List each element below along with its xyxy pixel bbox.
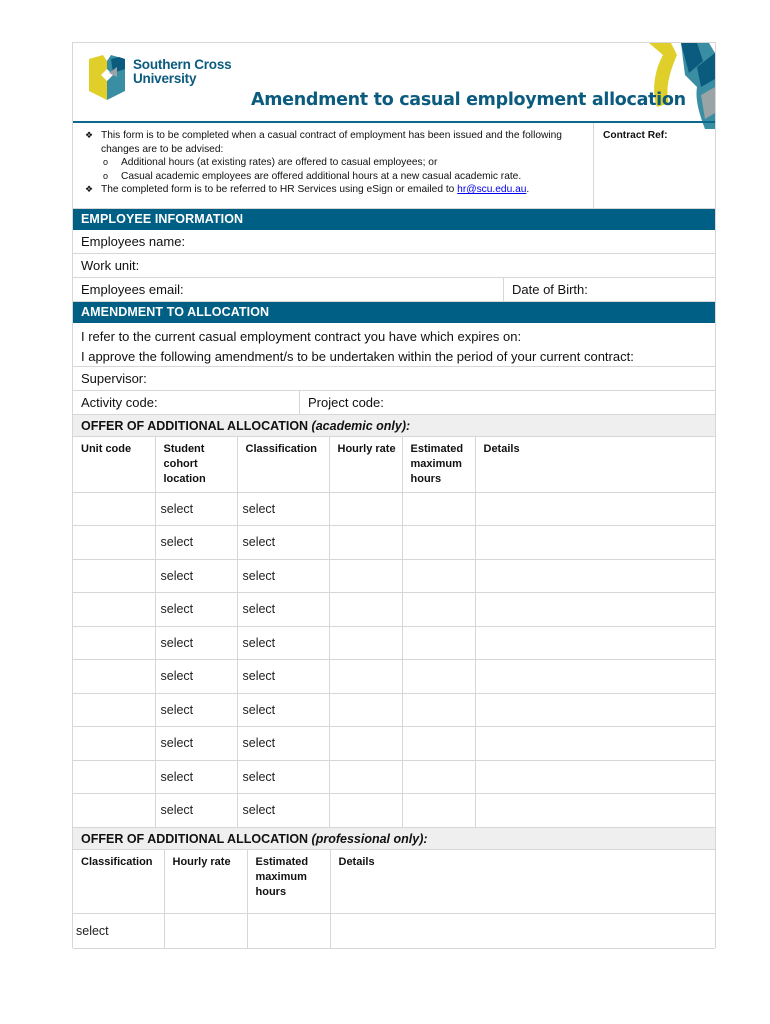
unit-code-input[interactable] bbox=[73, 693, 155, 727]
estimated-hours-input[interactable] bbox=[402, 626, 475, 660]
classification-select[interactable]: select bbox=[237, 526, 329, 560]
details-input[interactable] bbox=[330, 914, 715, 949]
student-cohort-location-select[interactable]: select bbox=[155, 559, 237, 593]
details-input[interactable] bbox=[475, 626, 715, 660]
circle-bullet-icon: o bbox=[103, 170, 109, 181]
supervisor-field[interactable] bbox=[73, 367, 715, 391]
estimated-hours-input[interactable] bbox=[402, 492, 475, 526]
estimated-hours-input[interactable] bbox=[402, 727, 475, 761]
student-cohort-location-select[interactable]: select bbox=[155, 794, 237, 828]
instructions-section bbox=[73, 123, 715, 209]
details-input[interactable] bbox=[475, 660, 715, 694]
classification-select[interactable]: select bbox=[237, 660, 329, 694]
section-heading-employee-information: EMPLOYEE INFORMATION bbox=[73, 209, 715, 230]
classification-select[interactable]: select bbox=[237, 760, 329, 794]
activity-code-field[interactable] bbox=[73, 391, 299, 414]
unit-code-input[interactable] bbox=[73, 526, 155, 560]
circle-bullet-icon: o bbox=[103, 157, 109, 168]
classification-select[interactable]: select bbox=[237, 626, 329, 660]
hourly-rate-input[interactable] bbox=[329, 727, 402, 761]
column-header-student-cohort-location: Student cohort location bbox=[155, 437, 237, 492]
student-cohort-location-select[interactable]: select bbox=[155, 760, 237, 794]
estimated-hours-input[interactable] bbox=[402, 593, 475, 627]
approval-text: I approve the following amendment/s to be undertaken within the period of your current contract: bbox=[81, 349, 634, 364]
codes-row bbox=[73, 391, 715, 415]
table-row bbox=[73, 794, 715, 828]
title-divider bbox=[73, 121, 715, 123]
estimated-hours-input[interactable] bbox=[402, 760, 475, 794]
details-input[interactable] bbox=[475, 794, 715, 828]
employee-email-field[interactable] bbox=[73, 278, 503, 301]
classification-select[interactable]: select bbox=[237, 693, 329, 727]
academic-table-body bbox=[73, 492, 715, 827]
estimated-hours-input[interactable] bbox=[402, 559, 475, 593]
employee-name-field[interactable] bbox=[73, 230, 715, 254]
work-unit-field[interactable] bbox=[73, 254, 715, 278]
hourly-rate-input[interactable] bbox=[329, 593, 402, 627]
details-input[interactable] bbox=[475, 526, 715, 560]
details-input[interactable] bbox=[475, 727, 715, 761]
student-cohort-location-select[interactable]: select bbox=[155, 660, 237, 694]
unit-code-input[interactable] bbox=[73, 593, 155, 627]
work-unit-label: Work unit: bbox=[81, 258, 140, 273]
estimated-hours-input[interactable] bbox=[247, 914, 330, 949]
details-input[interactable] bbox=[475, 760, 715, 794]
details-input[interactable] bbox=[475, 693, 715, 727]
contract-ref-label: Contract Ref: bbox=[603, 130, 668, 141]
contract-ref-field[interactable] bbox=[594, 123, 715, 208]
hourly-rate-input[interactable] bbox=[329, 660, 402, 694]
contract-statement[interactable] bbox=[73, 323, 715, 367]
unit-code-input[interactable] bbox=[73, 760, 155, 794]
university-shield-logo-icon bbox=[89, 55, 125, 100]
hourly-rate-input[interactable] bbox=[329, 526, 402, 560]
estimated-hours-input[interactable] bbox=[402, 660, 475, 694]
table-row bbox=[73, 593, 715, 627]
classification-select[interactable]: select bbox=[237, 794, 329, 828]
academic-allocation-table bbox=[73, 437, 715, 828]
details-input[interactable] bbox=[475, 559, 715, 593]
column-header-hourly-rate: Hourly rate bbox=[329, 437, 402, 492]
table-row bbox=[73, 727, 715, 761]
details-input[interactable] bbox=[475, 593, 715, 627]
form-page bbox=[72, 42, 716, 948]
unit-code-input[interactable] bbox=[73, 626, 155, 660]
classification-select[interactable]: select bbox=[237, 492, 329, 526]
decorative-corner-graphic-icon bbox=[639, 43, 715, 129]
column-header-estimated-maximum-hours: Estimated maximum hours bbox=[402, 437, 475, 492]
diamond-bullet-icon: ❖ bbox=[85, 184, 94, 195]
hourly-rate-input[interactable] bbox=[329, 626, 402, 660]
student-cohort-location-select[interactable]: select bbox=[155, 492, 237, 526]
project-code-field[interactable] bbox=[299, 391, 715, 414]
project-code-label: Project code: bbox=[308, 395, 384, 410]
column-header-details: Details bbox=[475, 437, 715, 492]
instruction-subitem: o Casual academic employees are offered additional hours at a new casual academic rate. bbox=[103, 170, 522, 182]
classification-select[interactable]: select bbox=[237, 593, 329, 627]
table-row bbox=[73, 914, 715, 949]
unit-code-input[interactable] bbox=[73, 559, 155, 593]
unit-code-input[interactable] bbox=[73, 727, 155, 761]
column-header-classification: Classification bbox=[237, 437, 329, 492]
employee-email-label: Employees email: bbox=[81, 282, 184, 297]
student-cohort-location-select[interactable]: select bbox=[155, 526, 237, 560]
column-header-estimated-maximum-hours: Estimated maximum hours bbox=[247, 850, 330, 914]
section-heading-amendment: AMENDMENT TO ALLOCATION bbox=[73, 302, 715, 323]
classification-select[interactable]: select bbox=[237, 727, 329, 761]
professional-table-body bbox=[73, 914, 715, 949]
contract-expiry-text: I refer to the current casual employment contract you have which expires on: bbox=[81, 329, 522, 344]
classification-select[interactable]: select bbox=[73, 914, 164, 949]
column-header-unit-code: Unit code bbox=[73, 437, 155, 492]
date-of-birth-field[interactable] bbox=[503, 278, 715, 301]
student-cohort-location-select[interactable]: select bbox=[155, 693, 237, 727]
university-name: Southern Cross University bbox=[133, 57, 232, 86]
instruction-item: ❖ The completed form is to be referred to HR Services using eSign or emailed to hr@scu.edu.au. bbox=[85, 184, 530, 196]
email-dob-row bbox=[73, 278, 715, 302]
student-cohort-location-select[interactable]: select bbox=[155, 626, 237, 660]
supervisor-label: Supervisor: bbox=[81, 371, 147, 386]
student-cohort-location-select[interactable]: select bbox=[155, 727, 237, 761]
table-row bbox=[73, 492, 715, 526]
hourly-rate-input[interactable] bbox=[329, 492, 402, 526]
hr-email-link[interactable]: hr@scu.edu.au bbox=[457, 184, 527, 196]
hourly-rate-input[interactable] bbox=[329, 794, 402, 828]
section-heading-academic-allocation: OFFER OF ADDITIONAL ALLOCATION (academic only): bbox=[73, 415, 715, 437]
instructions-list bbox=[73, 123, 594, 208]
unit-code-input[interactable] bbox=[73, 660, 155, 694]
hourly-rate-input[interactable] bbox=[329, 760, 402, 794]
estimated-hours-input[interactable] bbox=[402, 794, 475, 828]
table-row bbox=[73, 559, 715, 593]
column-header-hourly-rate: Hourly rate bbox=[164, 850, 247, 914]
classification-select[interactable]: select bbox=[237, 559, 329, 593]
estimated-hours-input[interactable] bbox=[402, 526, 475, 560]
hourly-rate-input[interactable] bbox=[329, 559, 402, 593]
instruction-item: ❖ This form is to be completed when a casual contract of employment has been issued and the following changes are to be advised: bbox=[85, 130, 562, 155]
unit-code-input[interactable] bbox=[73, 794, 155, 828]
details-input[interactable] bbox=[475, 492, 715, 526]
hourly-rate-input[interactable] bbox=[329, 693, 402, 727]
employee-name-label: Employees name: bbox=[81, 234, 186, 249]
date-of-birth-label: Date of Birth: bbox=[512, 282, 588, 297]
table-header-row bbox=[73, 437, 715, 492]
column-header-details: Details bbox=[330, 850, 715, 914]
section-heading-professional-allocation: OFFER OF ADDITIONAL ALLOCATION (professional only): bbox=[73, 828, 715, 850]
table-row bbox=[73, 526, 715, 560]
table-row bbox=[73, 626, 715, 660]
estimated-hours-input[interactable] bbox=[402, 693, 475, 727]
instruction-subitem: o Additional hours (at existing rates) are offered to casual employees; or bbox=[103, 157, 438, 169]
column-header-classification: Classification bbox=[73, 850, 164, 914]
page-title: Amendment to casual employment allocation bbox=[251, 90, 686, 110]
diamond-bullet-icon: ❖ bbox=[85, 130, 94, 140]
activity-code-label: Activity code: bbox=[81, 395, 158, 410]
table-row bbox=[73, 660, 715, 694]
unit-code-input[interactable] bbox=[73, 492, 155, 526]
table-row bbox=[73, 760, 715, 794]
form-header bbox=[73, 43, 715, 123]
table-header-row bbox=[73, 850, 715, 914]
hourly-rate-input[interactable] bbox=[164, 914, 247, 949]
table-row bbox=[73, 693, 715, 727]
student-cohort-location-select[interactable]: select bbox=[155, 593, 237, 627]
professional-allocation-table bbox=[73, 850, 715, 950]
